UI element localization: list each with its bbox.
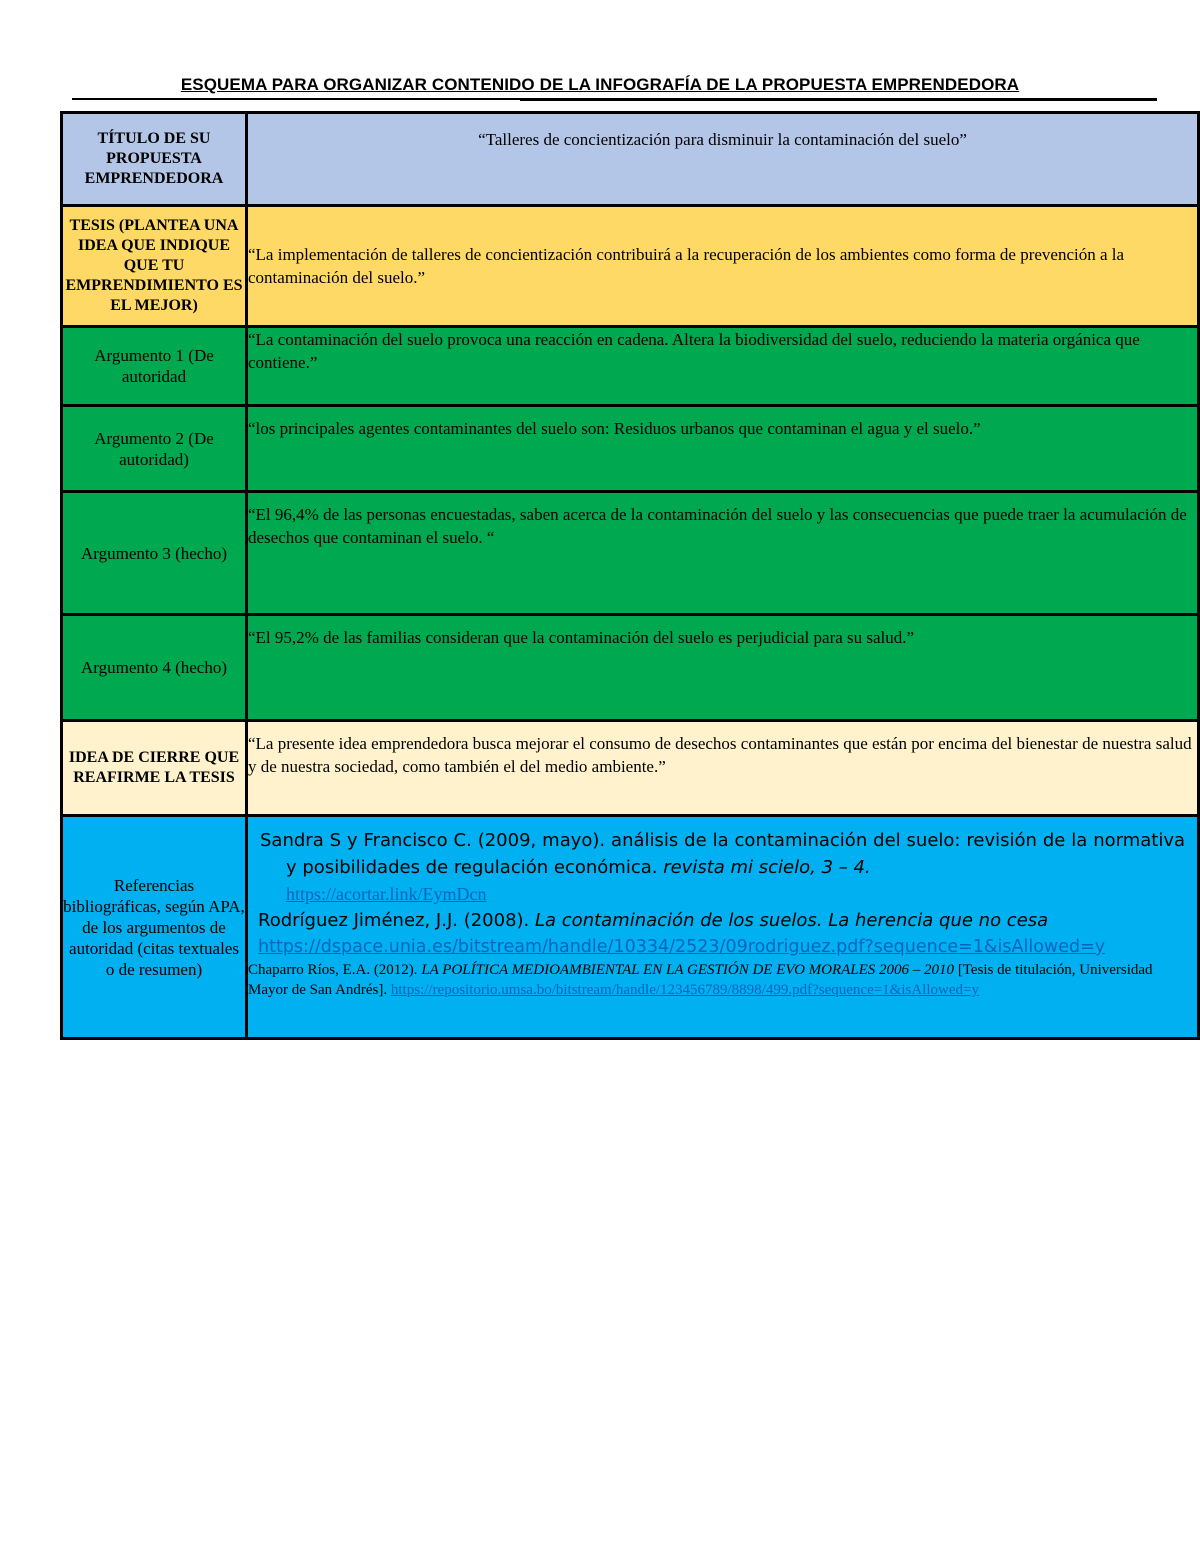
reference-3-link[interactable]: https://repositorio.umsa.bo/bitstream/handle/123456789/8898/499.pdf?sequence=1&isAllowed=y [390, 982, 979, 998]
reference-3-title: LA POLÍTICA MEDIOAMBIENTAL EN LA GESTIÓN DE EVO MORALES 2006 – 2010 [421, 962, 955, 978]
value-idea-cierre: “La presente idea emprendedora busca mejorar el consumo de desechos contaminantes que están por encima del bienestar de nuestra salud y de nuestra sociedad, como también el del medio ambiente.” [247, 721, 1199, 816]
row-idea-cierre [62, 721, 1199, 816]
label-idea-cierre: IDEA DE CIERRE QUE REAFIRME LA TESIS [62, 721, 247, 816]
label-argumento-3: Argumento 3 (hecho) [62, 492, 247, 615]
row-argumento-2 [62, 406, 1199, 492]
reference-2-title: La contaminación de los suelos. La herencia que no cesa [535, 910, 1049, 931]
label-tesis: TESIS (PLANTEA UNA IDEA QUE INDIQUE QUE TU EMPRENDIMIENTO ES EL MEJOR) [62, 206, 247, 327]
value-titulo: “Talleres de concientización para disminuir la contaminación del suelo” [247, 113, 1199, 206]
title-rule-left [72, 98, 527, 100]
label-argumento-1: Argumento 1 (De autoridad [62, 327, 247, 406]
label-titulo: TÍTULO DE SU PROPUESTA EMPRENDEDORA [62, 113, 247, 206]
label-referencias: Referencias bibliográficas, según APA, de los argumentos de autoridad (citas textuales o de resumen) [62, 816, 247, 1039]
value-argumento-2: “los principales agentes contaminantes del suelo son: Residuos urbanos que contaminan el agua y el suelo.” [247, 406, 1199, 492]
reference-3-detail: [Tesis de titulación, Universidad Mayor de San Andrés]. [248, 962, 1153, 998]
content-scheme-table [60, 111, 1200, 1040]
reference-2-link[interactable]: https://dspace.unia.es/bitstream/handle/10334/2523/09rodriguez.pdf?sequence=1&isAllowed=y [258, 937, 1106, 957]
value-argumento-4: “El 95,2% de las familias consideran que la contaminación del suelo es perjudicial para su salud.” [247, 615, 1199, 721]
reference-1-journal: revista mi scielo, 3 – 4. [663, 857, 871, 878]
row-referencias [62, 816, 1199, 1039]
row-titulo [62, 113, 1199, 206]
reference-1-link[interactable]: https://acortar.link/EymDcn [286, 884, 487, 904]
title-rule-right [520, 98, 1157, 101]
row-argumento-3 [62, 492, 1199, 615]
row-argumento-4 [62, 615, 1199, 721]
row-tesis [62, 206, 1199, 327]
value-argumento-3: “El 96,4% de las personas encuestadas, saben acerca de la contaminación del suelo y las consecuencias que puede traer la acumulación de desechos que contaminan el suelo. “ [247, 492, 1199, 615]
reference-1-text: Sandra S y Francisco C. (2009, mayo). análisis de la contaminación del suelo: revisión de la normativa y posibilidades de regulación económica. [260, 830, 1185, 878]
label-argumento-2: Argumento 2 (De autoridad) [62, 406, 247, 492]
reference-2 [248, 908, 1185, 934]
value-referencias [247, 816, 1199, 1039]
reference-1 [248, 827, 1185, 908]
value-tesis: “La implementación de talleres de concientización contribuirá a la recuperación de los ambientes como forma de prevención a la contaminación del suelo.” [247, 206, 1199, 327]
document-title: ESQUEMA PARA ORGANIZAR CONTENIDO DE LA INFOGRAFÍA DE LA PROPUESTA EMPRENDEDORA [180, 75, 1020, 94]
reference-3 [248, 960, 1185, 1000]
reference-3-text: Chaparro Ríos, E.A. (2012). [248, 962, 422, 978]
label-argumento-4: Argumento 4 (hecho) [62, 615, 247, 721]
reference-2-text: Rodríguez Jiménez, J.J. (2008). [258, 910, 535, 931]
value-argumento-1: “La contaminación del suelo provoca una reacción en cadena. Altera la biodiversidad del suelo, reduciendo la materia orgánica que contiene.” [247, 327, 1199, 406]
row-argumento-1 [62, 327, 1199, 406]
